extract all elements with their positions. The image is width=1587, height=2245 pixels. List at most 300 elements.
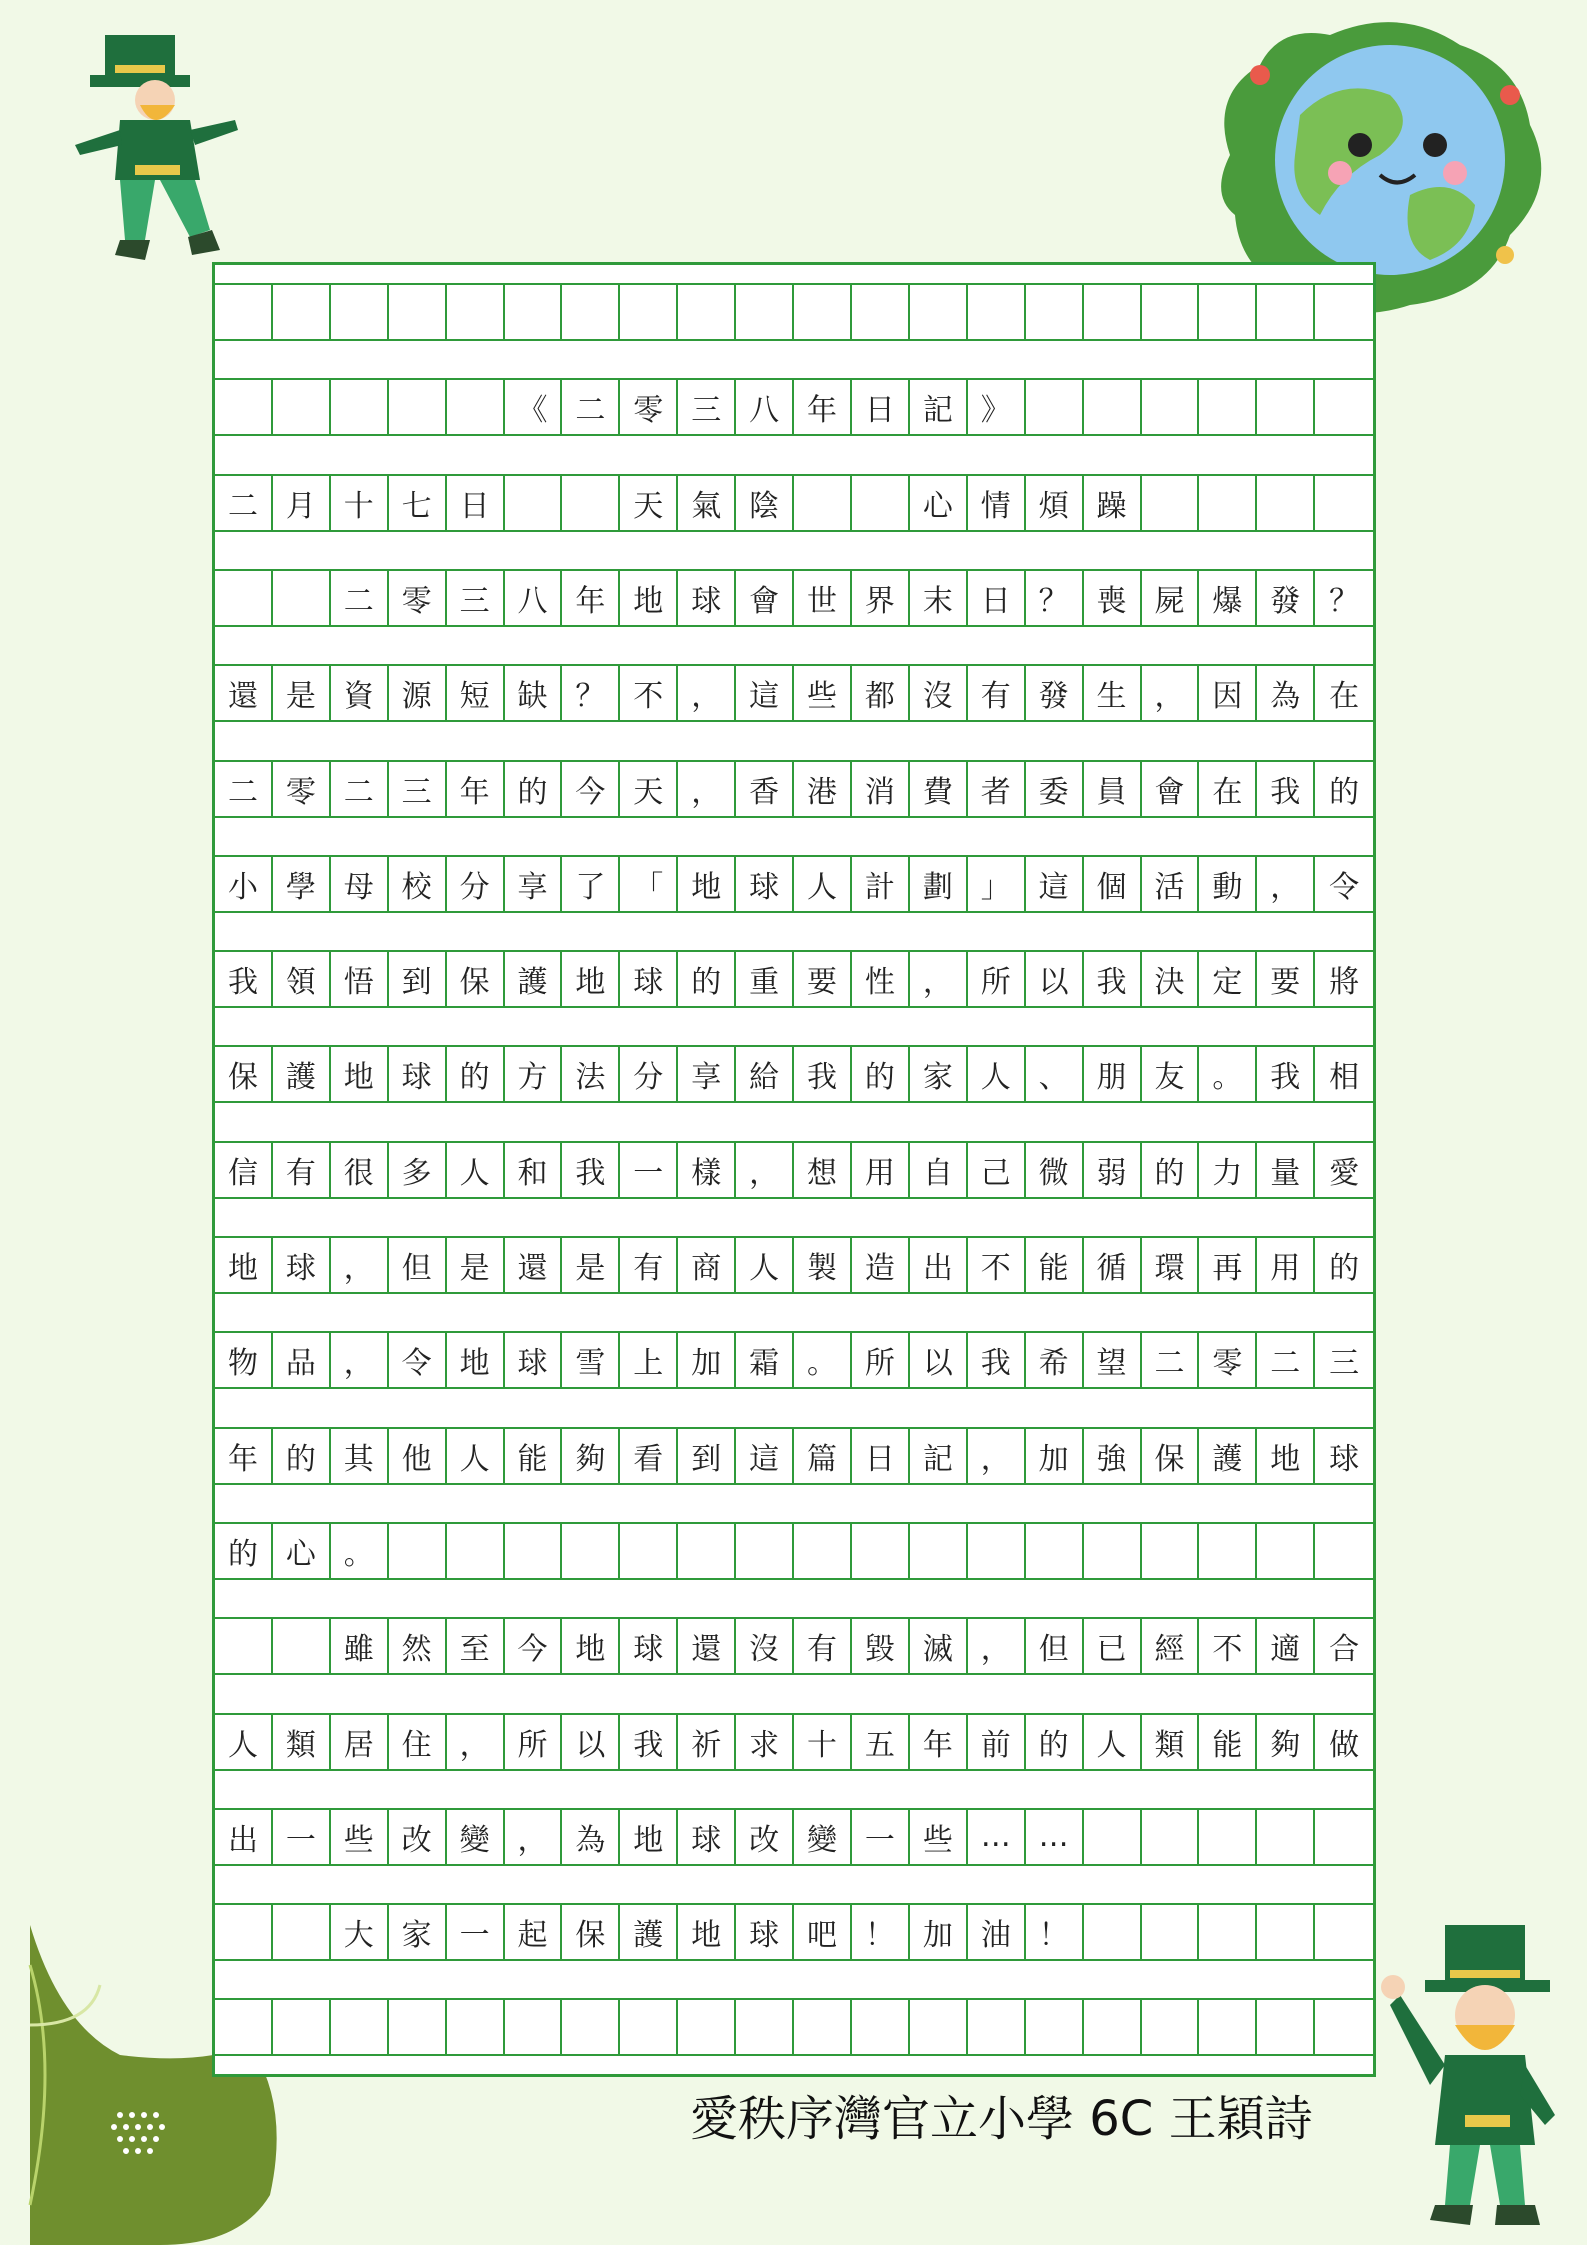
grid-cell: 十: [331, 476, 389, 530]
grid-cell: 今: [505, 1619, 563, 1673]
grid-cell: [1084, 1524, 1142, 1578]
grid-cell: 人: [447, 1429, 505, 1483]
grid-cell: 一: [447, 1905, 505, 1959]
grid-cell: 然: [389, 1619, 447, 1673]
grid-cell: [447, 285, 505, 339]
grid-cell: 不: [968, 1238, 1026, 1292]
grid-cell: [389, 1524, 447, 1578]
grid-cell: 變: [794, 1810, 852, 1864]
grid-cell: 我: [1257, 762, 1315, 816]
grid-cell: 護: [1199, 1429, 1257, 1483]
grid-cell: [678, 2000, 736, 2054]
grid-cell: 七: [389, 476, 447, 530]
grid-cell: [273, 380, 331, 434]
grid-row: [215, 1522, 1373, 1580]
grid-cell: [215, 571, 273, 625]
grid-cell: [562, 285, 620, 339]
grid-cell: 夠: [1257, 1715, 1315, 1769]
grid-cell: [736, 1524, 794, 1578]
grid-cell: 。: [1199, 1047, 1257, 1101]
grid-cell: 情: [968, 476, 1026, 530]
grid-cell: 很: [331, 1143, 389, 1197]
grid-cell: 喪: [1084, 571, 1142, 625]
grid-cell: 出: [910, 1238, 968, 1292]
grid-cell: [968, 1524, 1026, 1578]
grid-cell: 以: [910, 1333, 968, 1387]
grid-cell: 能: [1199, 1715, 1257, 1769]
grid-cell: 自: [910, 1143, 968, 1197]
grid-cell: [794, 2000, 852, 2054]
grid-cell: 地: [1257, 1429, 1315, 1483]
grid-cell: 雖: [331, 1619, 389, 1673]
grid-cell: 二: [1142, 1333, 1200, 1387]
grid-cell: 十: [794, 1715, 852, 1769]
grid-cell: 校: [389, 857, 447, 911]
grid-cell: ，: [447, 1715, 505, 1769]
grid-cell: [852, 476, 910, 530]
grid-cell: 地: [620, 571, 678, 625]
grid-cell: 年: [447, 762, 505, 816]
grid-cell: 零: [1199, 1333, 1257, 1387]
grid-cell: 這: [1026, 857, 1084, 911]
grid-cell: 品: [273, 1333, 331, 1387]
grid-cell: 、: [1026, 1047, 1084, 1101]
grid-cell: 地: [215, 1238, 273, 1292]
grid-cell: 分: [620, 1047, 678, 1101]
grid-cell: 費: [910, 762, 968, 816]
grid-cell: 這: [736, 1429, 794, 1483]
grid-cell: [505, 476, 563, 530]
grid-cell: ，: [968, 1619, 1026, 1673]
grid-cell: 人: [968, 1047, 1026, 1101]
grid-row: [215, 1617, 1373, 1675]
grid-cell: 天: [620, 762, 678, 816]
grid-cell: 到: [678, 1429, 736, 1483]
grid-cell: 加: [1026, 1429, 1084, 1483]
grid-cell: 員: [1084, 762, 1142, 816]
grid-cell: 。: [794, 1333, 852, 1387]
grid-cell: 友: [1142, 1047, 1200, 1101]
grid-cell: [1199, 476, 1257, 530]
grid-cell: 零: [389, 571, 447, 625]
grid-cell: [1084, 1905, 1142, 1959]
grid-cell: 造: [852, 1238, 910, 1292]
grid-cell: 循: [1084, 1238, 1142, 1292]
grid-cell: 界: [852, 571, 910, 625]
grid-cell: 改: [389, 1810, 447, 1864]
grid-cell: 看: [620, 1429, 678, 1483]
grid-cell: 球: [620, 1619, 678, 1673]
grid-cell: 這: [736, 666, 794, 720]
grid-cell: [562, 1524, 620, 1578]
grid-cell: 法: [562, 1047, 620, 1101]
grid-cell: 類: [1142, 1715, 1200, 1769]
grid-cell: 者: [968, 762, 1026, 816]
grid-cell: 地: [678, 857, 736, 911]
grid-cell: [1315, 285, 1373, 339]
grid-cell: 保: [215, 1047, 273, 1101]
grid-cell: 球: [620, 952, 678, 1006]
grid-cell: 還: [505, 1238, 563, 1292]
grid-cell: 地: [562, 952, 620, 1006]
grid-cell: …: [1026, 1810, 1084, 1864]
grid-cell: 球: [736, 857, 794, 911]
grid-cell: 資: [331, 666, 389, 720]
grid-cell: 量: [1257, 1143, 1315, 1197]
grid-cell: 二: [1257, 1333, 1315, 1387]
grid-cell: 大: [331, 1905, 389, 1959]
grid-cell: 類: [273, 1715, 331, 1769]
grid-cell: 護: [620, 1905, 678, 1959]
grid-cell: [273, 2000, 331, 2054]
grid-cell: 做: [1329, 1727, 1360, 1763]
grid-cell: 的: [447, 1047, 505, 1101]
grid-cell: [1026, 285, 1084, 339]
grid-cell: [1142, 285, 1200, 339]
grid-cell: 「: [620, 857, 678, 911]
grid-cell: 天: [620, 476, 678, 530]
grid-row: [215, 1141, 1373, 1199]
grid-cell: 會: [736, 571, 794, 625]
grid-cell: 《: [505, 380, 563, 434]
grid-row: [215, 855, 1373, 913]
grid-cell: 日: [968, 571, 1026, 625]
grid-cell: 家: [910, 1047, 968, 1101]
grid-cell: [736, 2000, 794, 2054]
grid-cell: [215, 1905, 273, 1959]
grid-cell: [562, 2000, 620, 2054]
grid-cell: 強: [1084, 1429, 1142, 1483]
leprechaun-icon: [60, 5, 260, 275]
grid-cell: 煩: [1026, 476, 1084, 530]
grid-cell: [1026, 2000, 1084, 2054]
grid-cell: …: [968, 1810, 1026, 1864]
grid-cell: [736, 285, 794, 339]
grid-cell: 月: [273, 476, 331, 530]
grid-cell: 希: [1026, 1333, 1084, 1387]
grid-cell: 弱: [1084, 1143, 1142, 1197]
grid-cell: 油: [968, 1905, 1026, 1959]
grid-cell: 的: [852, 1047, 910, 1101]
grid-cell: 變: [447, 1810, 505, 1864]
grid-cell: [1257, 2000, 1315, 2054]
grid-cell: 保: [1142, 1429, 1200, 1483]
grid-cell: 所: [505, 1715, 563, 1769]
grid-cell: [505, 1524, 563, 1578]
grid-cell: 心: [910, 476, 968, 530]
grid-cell: [794, 285, 852, 339]
grid-cell: [1142, 476, 1200, 530]
grid-cell: 二: [331, 571, 389, 625]
grid-cell: 都: [852, 666, 910, 720]
grid-cell: 我: [1257, 1047, 1315, 1101]
grid-cell: 不: [620, 666, 678, 720]
grid-cell: 心: [273, 1524, 331, 1578]
grid-row: [215, 569, 1373, 627]
grid-cell: 活: [1142, 857, 1200, 911]
grid-cell: [1257, 476, 1315, 530]
grid-cell: [273, 1905, 331, 1959]
grid-cell: 重: [736, 952, 794, 1006]
grid-cell: 些: [331, 1810, 389, 1864]
grid-cell: 但: [389, 1238, 447, 1292]
grid-cell: 三: [447, 571, 505, 625]
grid-cell: 改: [736, 1810, 794, 1864]
grid-cell: 計: [852, 857, 910, 911]
grid-cell: 求: [736, 1715, 794, 1769]
grid-cell: [1257, 1524, 1315, 1578]
grid-cell: 球: [505, 1333, 563, 1387]
grid-cell: [1084, 2000, 1142, 2054]
grid-cell: [1026, 1524, 1084, 1578]
grid-cell: 護: [273, 1047, 331, 1101]
grid-cell: 球: [273, 1238, 331, 1292]
grid-cell: [1026, 380, 1084, 434]
grid-cell: 躁: [1084, 476, 1142, 530]
grid-cell: [1084, 380, 1142, 434]
grid-cell: [1084, 1810, 1142, 1864]
grid-cell: [968, 2000, 1026, 2054]
grid-cell: [1199, 285, 1257, 339]
grid-cell: 令: [389, 1333, 447, 1387]
grid-cell: 末: [910, 571, 968, 625]
grid-cell: 發: [1026, 666, 1084, 720]
grid-cell: 因: [1199, 666, 1257, 720]
grid-cell: 個: [1084, 857, 1142, 911]
grid-cell: 屍: [1142, 571, 1200, 625]
grid-cell: 日: [447, 476, 505, 530]
grid-cell: 缺: [505, 666, 563, 720]
grid-cell: [678, 285, 736, 339]
grid-cell: [562, 476, 620, 530]
grid-row: [215, 1427, 1373, 1485]
grid-cell: 物: [215, 1333, 273, 1387]
grid-cell: 地: [678, 1905, 736, 1959]
grid-cell: 為: [1257, 666, 1315, 720]
grid-cell: ，: [1257, 857, 1315, 911]
grid-cell: 享: [678, 1047, 736, 1101]
grid-cell: 領: [273, 952, 331, 1006]
grid-cell: [273, 571, 331, 625]
grid-cell: 二: [331, 762, 389, 816]
grid-cell: [273, 1619, 331, 1673]
grid-cell: [505, 2000, 563, 2054]
grid-cell: [389, 380, 447, 434]
grid-cell: 以: [562, 1715, 620, 1769]
grid-cell: 已: [1084, 1619, 1142, 1673]
grid-cell: 我: [968, 1333, 1026, 1387]
grid-cell: 加: [910, 1905, 968, 1959]
grid-cell: 到: [389, 952, 447, 1006]
grid-cell: 出: [215, 1810, 273, 1864]
grid-cell: 毀: [852, 1619, 910, 1673]
grid-cell: 祈: [678, 1715, 736, 1769]
grid-row: [215, 1045, 1373, 1103]
grid-cell: [273, 285, 331, 339]
grid-cell: 世: [794, 571, 852, 625]
grid-cell: [852, 1524, 910, 1578]
grid-cell: 愛: [1329, 1155, 1360, 1191]
grid-cell: 用: [1257, 1238, 1315, 1292]
grid-cell: 氣: [678, 476, 736, 530]
grid-cell: 學: [273, 857, 331, 911]
grid-cell: 的: [1329, 1251, 1360, 1286]
grid-cell: [1084, 285, 1142, 339]
grid-cell: 八: [736, 380, 794, 434]
grid-cell: 我: [794, 1047, 852, 1101]
grid-cell: 些: [794, 666, 852, 720]
grid-cell: [910, 2000, 968, 2054]
grid-cell: [389, 2000, 447, 2054]
grid-cell: 零: [273, 762, 331, 816]
manuscript-paper: [212, 262, 1376, 2077]
grid-cell: 經: [1142, 1619, 1200, 1673]
grid-cell: 》: [968, 380, 1026, 434]
grid-cell: 樣: [678, 1143, 736, 1197]
grid-cell: [1315, 2000, 1373, 2054]
grid-cell: 製: [794, 1238, 852, 1292]
grid-cell: 護: [505, 952, 563, 1006]
grid-cell: [1315, 1810, 1373, 1864]
grid-cell: 保: [447, 952, 505, 1006]
grid-cell: 適: [1257, 1619, 1315, 1673]
grid-cell: 還: [215, 666, 273, 720]
author-signature: 愛秩序灣官立小學 6C 王穎詩: [690, 2091, 1313, 2147]
grid-cell: 有: [273, 1143, 331, 1197]
grid-cell: 保: [562, 1905, 620, 1959]
grid-cell: ，: [1142, 666, 1200, 720]
grid-row: [215, 950, 1373, 1008]
grid-cell: 定: [1199, 952, 1257, 1006]
grid-cell: 發: [1257, 571, 1315, 625]
grid-cell: ，: [910, 952, 968, 1006]
grid-cell: 分: [447, 857, 505, 911]
grid-cell: 有: [620, 1238, 678, 1292]
grid-row: [215, 1236, 1373, 1294]
grid-cell: 一: [273, 1810, 331, 1864]
grid-cell: 滅: [910, 1619, 968, 1673]
grid-cell: 的: [273, 1429, 331, 1483]
grid-cell: 委: [1026, 762, 1084, 816]
grid-cell: [910, 285, 968, 339]
grid-cell: 將: [1329, 965, 1360, 1001]
grid-cell: 還: [678, 1619, 736, 1673]
grid-cell: 是: [273, 666, 331, 720]
grid-cell: [620, 2000, 678, 2054]
grid-cell: 二: [215, 476, 273, 530]
grid-cell: ？: [1026, 571, 1084, 625]
grid-row: [215, 1331, 1373, 1389]
grid-cell: 地: [620, 1810, 678, 1864]
grid-cell: 五: [852, 1715, 910, 1769]
grid-cell: 球: [678, 571, 736, 625]
grid-cell: [794, 1524, 852, 1578]
grid-cell: [1199, 1810, 1257, 1864]
grid-cell: [1315, 1524, 1373, 1578]
grid-cell: 的: [1142, 1143, 1200, 1197]
grid-cell: 想: [794, 1143, 852, 1197]
grid-cell: [1257, 285, 1315, 339]
grid-cell: 年: [562, 571, 620, 625]
grid-row: [215, 1808, 1373, 1866]
grid-cell: [794, 476, 852, 530]
grid-cell: 的: [1329, 774, 1360, 810]
grid-cell: 家: [389, 1905, 447, 1959]
grid-cell: [505, 285, 563, 339]
grid-cell: 加: [678, 1333, 736, 1387]
grid-cell: [1315, 380, 1373, 434]
grid-cell: 不: [1199, 1619, 1257, 1673]
grid-cell: 在: [1329, 679, 1360, 715]
grid-cell: 消: [852, 762, 910, 816]
grid-cell: 我: [562, 1143, 620, 1197]
grid-cell: [1142, 1524, 1200, 1578]
grid-cell: 年: [794, 380, 852, 434]
grid-cell: 球: [1329, 1441, 1360, 1477]
grid-cell: 日: [852, 380, 910, 434]
grid-cell: [1199, 1905, 1257, 1959]
grid-cell: 地: [331, 1047, 389, 1101]
grid-cell: [1142, 380, 1200, 434]
grid-cell: 信: [215, 1143, 273, 1197]
grid-cell: 三: [389, 762, 447, 816]
grid-cell: 球: [678, 1810, 736, 1864]
grid-row: [215, 283, 1373, 341]
grid-cell: 要: [794, 952, 852, 1006]
grid-cell: 今: [562, 762, 620, 816]
grid-row: [215, 1713, 1373, 1771]
grid-row: [215, 1998, 1373, 2056]
grid-cell: ？: [562, 666, 620, 720]
grid-cell: 日: [852, 1429, 910, 1483]
grid-cell: 以: [1026, 952, 1084, 1006]
grid-cell: 沒: [736, 1619, 794, 1673]
grid-cell: ，: [678, 666, 736, 720]
grid-cell: [968, 285, 1026, 339]
grid-cell: 的: [505, 762, 563, 816]
grid-cell: ，: [331, 1333, 389, 1387]
grid-cell: 一: [852, 1810, 910, 1864]
grid-cell: 相: [1329, 1060, 1360, 1096]
grid-cell: [331, 380, 389, 434]
grid-cell: 享: [505, 857, 563, 911]
grid-cell: 起: [505, 1905, 563, 1959]
grid-cell: [1199, 1524, 1257, 1578]
grid-cell: 和: [505, 1143, 563, 1197]
grid-cell: 所: [852, 1333, 910, 1387]
grid-cell: 記: [910, 380, 968, 434]
grid-row: [215, 1903, 1373, 1961]
leprechaun-waving-icon: [1375, 1915, 1575, 2235]
grid-cell: 微: [1026, 1143, 1084, 1197]
grid-cell: 香: [736, 762, 794, 816]
grid-cell: 令: [1329, 869, 1360, 905]
grid-cell: 用: [852, 1143, 910, 1197]
grid-cell: 悟: [331, 952, 389, 1006]
grid-cell: 為: [562, 1810, 620, 1864]
grid-cell: [215, 2000, 273, 2054]
grid-cell: 再: [1199, 1238, 1257, 1292]
grid-cell: 二: [215, 762, 273, 816]
grid-cell: 力: [1199, 1143, 1257, 1197]
grid-row: [215, 664, 1373, 722]
grid-cell: ，: [505, 1810, 563, 1864]
grid-cell: 八: [505, 571, 563, 625]
grid-cell: 爆: [1199, 571, 1257, 625]
grid-cell: 三: [678, 380, 736, 434]
grid-cell: 雪: [562, 1333, 620, 1387]
grid-cell: [852, 285, 910, 339]
